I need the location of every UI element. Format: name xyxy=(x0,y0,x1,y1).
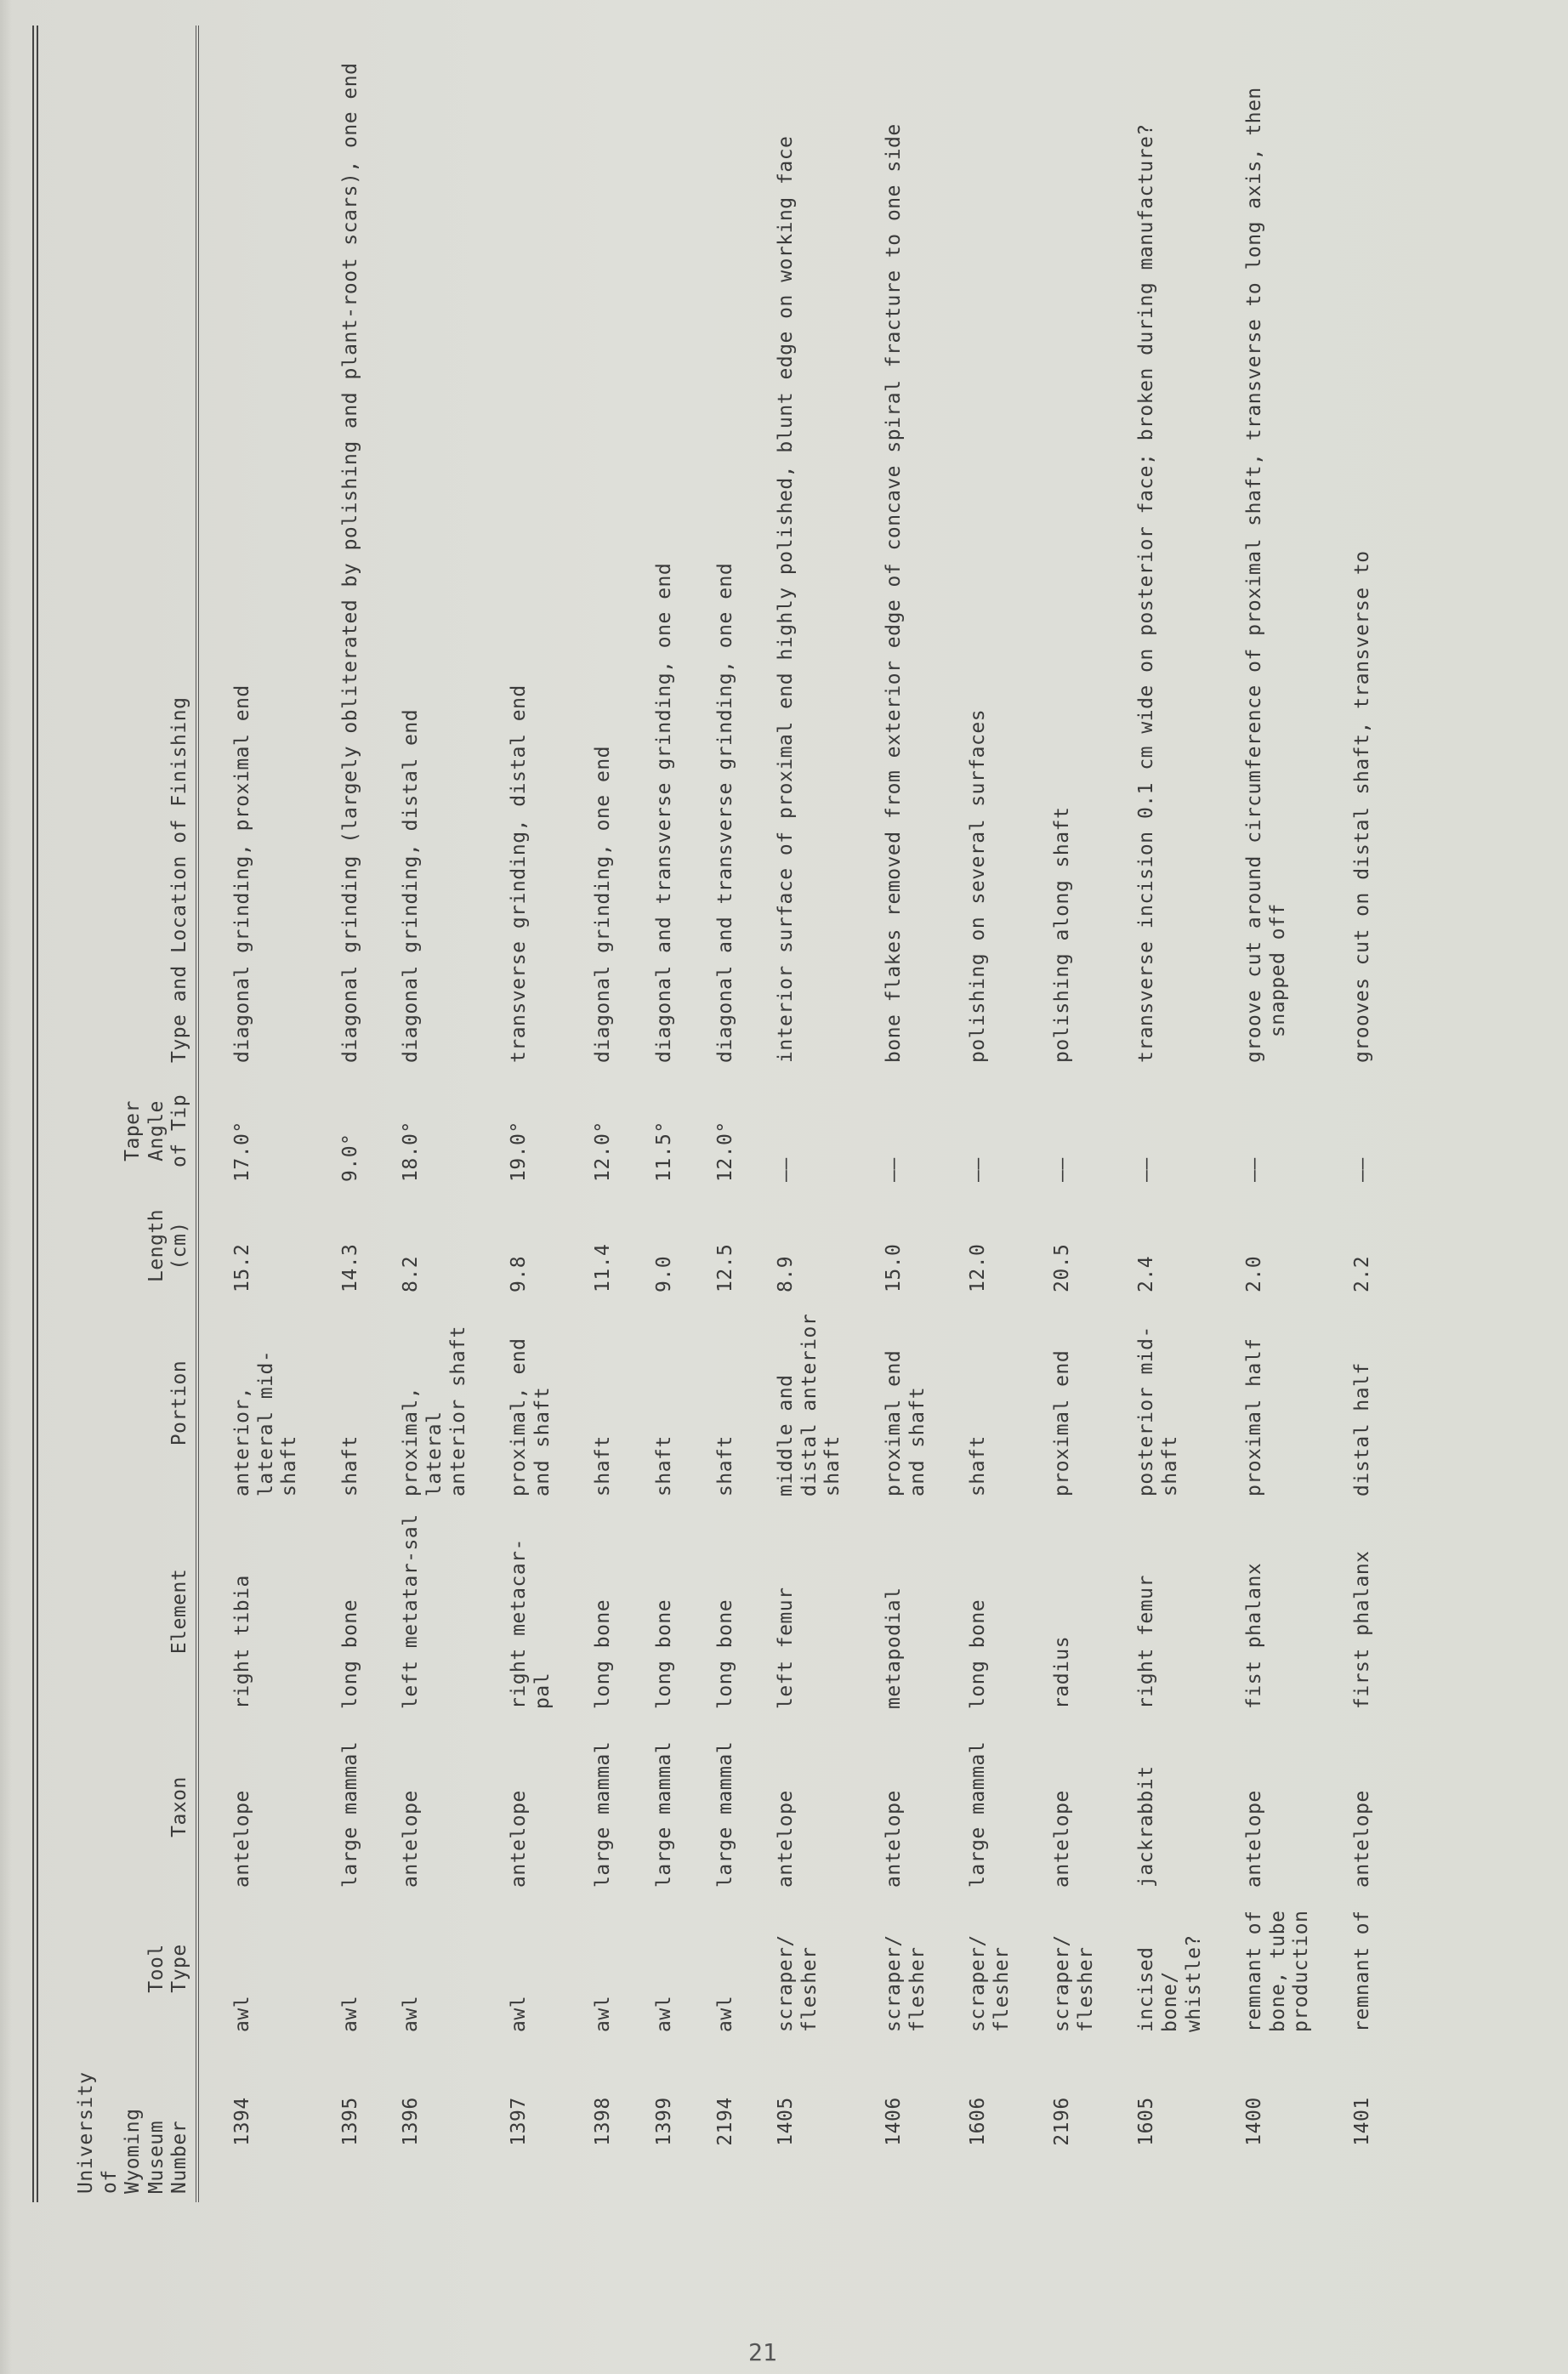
cell-finishing: bone flakes removed from exterior edge of concave spiral fracture to one side xyxy=(882,123,905,1063)
cell-finishing: diagonal and transverse grinding, one end xyxy=(713,562,736,1063)
cell-number: 1396 xyxy=(400,2097,423,2146)
table-row xyxy=(646,26,707,2202)
cell-element: long bone xyxy=(967,1599,990,1709)
cell-portion: distal half xyxy=(1351,1362,1374,1497)
cell-tool-type: awl xyxy=(400,1995,423,2032)
table-row xyxy=(768,26,876,2202)
cell-length: 2.4 xyxy=(1135,1255,1158,1292)
scan-edge-shadow xyxy=(0,0,12,2374)
header-row xyxy=(39,26,199,2202)
table-row xyxy=(1044,26,1128,2202)
cell-portion: shaft xyxy=(713,1435,736,1497)
table-body xyxy=(224,26,1406,2202)
cell-length: 8.9 xyxy=(775,1255,798,1292)
cell-taper: 17.0° xyxy=(231,1121,253,1182)
table-row xyxy=(1344,26,1406,2202)
cell-taxon: antelope xyxy=(1243,1790,1266,1888)
table-row xyxy=(501,26,585,2202)
cell-finishing: diagonal grinding, one end xyxy=(592,745,615,1063)
cell-length: 14.3 xyxy=(338,1243,361,1292)
cell-taxon: large mammal xyxy=(967,1741,990,1888)
cell-tool-type: awl xyxy=(652,1995,675,2032)
cell-length: 2.0 xyxy=(1243,1255,1266,1292)
table-row xyxy=(960,26,1044,2202)
cell-tool-type: remnant of bone, tube production xyxy=(1243,1910,1313,2032)
cell-length: 15.0 xyxy=(882,1243,905,1292)
cell-taper: 12.0° xyxy=(713,1121,736,1182)
cell-taper: 19.0° xyxy=(508,1121,531,1182)
header-tool-type: Tool Type xyxy=(145,1944,191,1993)
cell-number: 1400 xyxy=(1243,2097,1266,2146)
cell-tool-type: awl xyxy=(508,1995,531,2032)
cell-taper: —— xyxy=(1351,1157,1374,1182)
cell-taper: 18.0° xyxy=(400,1121,423,1182)
cell-number: 1399 xyxy=(652,2097,675,2146)
cell-number: 1401 xyxy=(1351,2097,1374,2146)
header-taxon: Taxon xyxy=(168,1776,191,1837)
cell-element: left metatar-sal xyxy=(400,1514,423,1709)
cell-finishing: diagonal grinding, proximal end xyxy=(231,684,253,1063)
cell-number: 1397 xyxy=(508,2097,531,2146)
cell-portion: shaft xyxy=(967,1435,990,1497)
cell-length: 12.0 xyxy=(967,1243,990,1292)
cell-element: long bone xyxy=(652,1599,675,1709)
cell-number: 1405 xyxy=(775,2097,798,2146)
cell-portion: shaft xyxy=(338,1435,361,1497)
table-row xyxy=(1236,26,1344,2202)
cell-tool-type: scraper/ flesher xyxy=(1051,1934,1097,2032)
cell-portion: shaft xyxy=(652,1435,675,1497)
cell-element: first phalanx xyxy=(1351,1550,1374,1709)
cell-tool-type: awl xyxy=(592,1995,615,2032)
cell-finishing: transverse grinding, distal end xyxy=(508,684,531,1063)
cell-taper: —— xyxy=(1135,1157,1158,1182)
cell-taxon: antelope xyxy=(1351,1790,1374,1888)
cell-length: 11.4 xyxy=(592,1243,615,1292)
cell-finishing: diagonal grinding, distal end xyxy=(400,708,423,1063)
cell-tool-type: remnant of xyxy=(1351,1910,1374,2032)
cell-portion: proximal end xyxy=(1051,1349,1074,1497)
cell-length: 8.2 xyxy=(400,1255,423,1292)
cell-number: 2194 xyxy=(713,2097,736,2146)
header-finishing: Type and Location of Finishing xyxy=(168,696,191,1063)
cell-element: long bone xyxy=(592,1599,615,1709)
cell-element: radius xyxy=(1051,1635,1074,1709)
table-row xyxy=(876,26,960,2202)
cell-element: long bone xyxy=(713,1599,736,1709)
cell-taper: 12.0° xyxy=(592,1121,615,1182)
cell-length: 12.5 xyxy=(713,1243,736,1292)
table-row xyxy=(1128,26,1236,2202)
cell-taper: —— xyxy=(967,1157,990,1182)
cell-element: left femur xyxy=(775,1587,798,1709)
cell-taxon: large mammal xyxy=(338,1741,361,1888)
cell-portion: shaft xyxy=(592,1435,615,1497)
bone-tools-table xyxy=(39,26,1406,2202)
cell-number: 1406 xyxy=(882,2097,905,2146)
table-row xyxy=(585,26,646,2202)
cell-finishing: transverse incision 0.1 cm wide on posterior face; broken during manufacture? xyxy=(1135,123,1158,1063)
cell-taxon: jackrabbit xyxy=(1135,1765,1158,1888)
cell-finishing: polishing along shaft xyxy=(1051,806,1074,1063)
cell-portion: proximal half xyxy=(1243,1338,1266,1497)
cell-element: right femur xyxy=(1135,1575,1158,1709)
header-length: Length (cm) xyxy=(145,1208,191,1283)
cell-length: 9.0 xyxy=(652,1255,675,1292)
cell-taxon: antelope xyxy=(508,1790,531,1888)
cell-number: 2196 xyxy=(1051,2097,1074,2146)
cell-length: 9.8 xyxy=(508,1255,531,1292)
table-row xyxy=(707,26,769,2202)
rotated-table-frame xyxy=(32,26,1563,2202)
cell-taxon: antelope xyxy=(231,1790,253,1888)
cell-taxon: large mammal xyxy=(713,1741,736,1888)
cell-number: 1394 xyxy=(231,2097,253,2146)
cell-finishing: grooves cut on distal shaft, transverse to xyxy=(1351,550,1374,1063)
cell-finishing: diagonal and transverse grinding, one end xyxy=(652,562,675,1063)
cell-portion: posterior mid-shaft xyxy=(1135,1326,1182,1497)
cell-portion: proximal end and shaft xyxy=(882,1349,929,1497)
cell-tool-type: awl xyxy=(231,1995,253,2032)
cell-number: 1395 xyxy=(338,2097,361,2146)
cell-portion: middle and distal anterior shaft xyxy=(775,1313,844,1497)
cell-taper: —— xyxy=(775,1157,798,1182)
cell-portion: anterior, lateral mid-shaft xyxy=(231,1349,301,1497)
top-double-rule xyxy=(32,26,38,2202)
cell-tool-type: incised bone/ whistle? xyxy=(1135,1934,1205,2032)
cell-taxon: antelope xyxy=(400,1790,423,1888)
cell-element: metapodial xyxy=(882,1587,905,1709)
table-row xyxy=(224,26,332,2202)
cell-taper: 11.5° xyxy=(652,1121,675,1182)
cell-finishing: diagonal grinding (largely obliterated by polishing and plant-root scars), one end xyxy=(338,62,361,1063)
cell-taper: —— xyxy=(1051,1157,1074,1182)
cell-taxon: large mammal xyxy=(652,1741,675,1888)
cell-taper: 9.0° xyxy=(338,1133,361,1182)
cell-portion: proximal, end and shaft xyxy=(508,1338,554,1497)
cell-taxon: large mammal xyxy=(592,1741,615,1888)
header-portion: Portion xyxy=(168,1360,191,1446)
cell-tool-type: scraper/ flesher xyxy=(967,1934,1013,2032)
header-element: Element xyxy=(168,1568,191,1655)
cell-number: 1606 xyxy=(967,2097,990,2146)
cell-element: long bone xyxy=(338,1599,361,1709)
cell-taper: —— xyxy=(882,1157,905,1182)
cell-portion: proximal, lateral anterior shaft xyxy=(400,1326,469,1497)
cell-taxon: antelope xyxy=(1051,1790,1074,1888)
cell-finishing: interior surface of proximal end highly polished, blunt edge on working face xyxy=(775,135,798,1063)
cell-tool-type: awl xyxy=(338,1995,361,2032)
cell-element: fist phalanx xyxy=(1243,1562,1266,1709)
page-number: 21 xyxy=(748,2338,777,2366)
table-row xyxy=(332,26,394,2202)
cell-element: right tibia xyxy=(231,1575,253,1709)
cell-tool-type: scraper/ flesher xyxy=(882,1934,929,2032)
cell-length: 2.2 xyxy=(1351,1255,1374,1292)
cell-taper: —— xyxy=(1243,1157,1266,1182)
cell-finishing: polishing on several surfaces xyxy=(967,708,990,1063)
header-number: University of Wyoming Museum Number xyxy=(75,2071,191,2194)
cell-tool-type: awl xyxy=(713,1995,736,2032)
cell-taxon: antelope xyxy=(775,1790,798,1888)
cell-element: right metacar-pal xyxy=(508,1538,554,1709)
cell-number: 1605 xyxy=(1135,2097,1158,2146)
cell-length: 15.2 xyxy=(231,1243,253,1292)
cell-length: 20.5 xyxy=(1051,1243,1074,1292)
cell-finishing: groove cut around circumference of proximal shaft, transverse to long axis, then snapped off xyxy=(1243,87,1289,1063)
table-row xyxy=(393,26,501,2202)
cell-tool-type: scraper/ flesher xyxy=(775,1934,821,2032)
header-taper: Taper Angle of Tip xyxy=(122,1093,191,1168)
cell-taxon: antelope xyxy=(882,1790,905,1888)
cell-number: 1398 xyxy=(592,2097,615,2146)
